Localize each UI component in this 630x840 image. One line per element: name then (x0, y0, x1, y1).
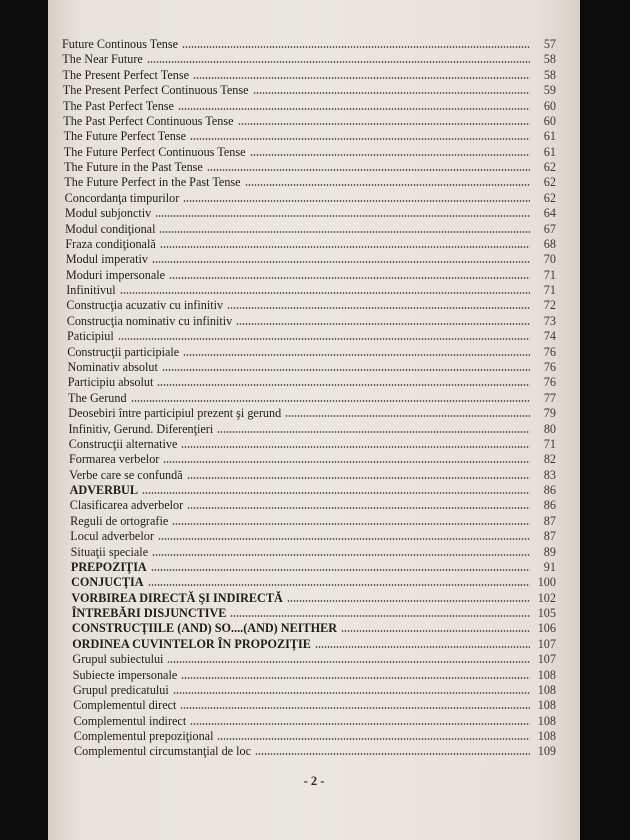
toc-entry (64, 144, 556, 159)
toc-entry-page: 82 (543, 452, 556, 467)
dot-leader (182, 46, 530, 48)
toc-entry-page: 58 (543, 67, 556, 82)
toc-entry-title: The Future Perfect in the Past Tense (64, 175, 241, 190)
toc-entry (70, 497, 556, 512)
toc-entry (71, 574, 556, 589)
dot-leader (158, 538, 530, 540)
toc-entry-page: 62 (543, 175, 556, 190)
dot-leader (163, 461, 530, 463)
toc-entry-page: 64 (543, 206, 556, 221)
toc-entry-title: The Near Future (62, 52, 143, 67)
toc-entry (71, 544, 556, 559)
toc-entry-title: The Past Perfect Continuous Tense (63, 113, 234, 128)
toc-entry-page: 108 (537, 682, 556, 697)
toc-entry-title: Construcţii alternative (68, 436, 178, 451)
dot-leader (187, 507, 530, 509)
toc-entry-title: Situaţii speciale (70, 544, 149, 559)
toc-entry-title: Deosebiri între participiul prezent şi gerund (68, 406, 282, 421)
toc-entry-title: Complementul circumstanţial de loc (74, 744, 252, 759)
toc-entry (69, 436, 556, 451)
toc-entry-title: The Present Perfect Tense (62, 67, 190, 82)
toc-entry (65, 221, 556, 236)
toc-entry-page: 80 (543, 421, 556, 436)
toc-entry-page: 109 (537, 744, 556, 759)
dot-leader (230, 615, 530, 617)
toc-entry-page: 67 (543, 221, 556, 236)
toc-entry-page: 62 (543, 190, 556, 205)
dot-leader (341, 630, 530, 632)
toc-entry (74, 743, 556, 758)
toc-entry (65, 205, 556, 220)
dot-leader (142, 492, 530, 494)
toc-entry-title: Construcţia acuzativ cu infinitiv (66, 298, 224, 313)
toc-entry (63, 82, 556, 97)
dot-leader (250, 154, 530, 156)
toc-entry-title: ÎNTREBĂRI DISJUNCTIVE (71, 606, 227, 621)
toc-entry-page: 106 (537, 621, 556, 636)
toc-entry-page: 57 (543, 37, 556, 51)
toc-entry-page: 76 (543, 344, 556, 359)
dot-leader (169, 277, 530, 279)
toc-entry-page: 60 (543, 98, 556, 113)
toc-entry-title: ORDINEA CUVINTELOR ÎN PROPOZIŢIE (72, 636, 311, 651)
toc-entry-page: 100 (537, 575, 556, 590)
toc-entry (68, 374, 556, 389)
toc-entry-title: CONJUCŢIA (71, 575, 144, 590)
toc-entry-page: 86 (543, 498, 556, 513)
toc-entry (64, 159, 556, 174)
toc-entry-page: 74 (543, 329, 556, 344)
toc-entry-title: Participiu absolut (67, 375, 154, 390)
toc-entry-title: Complementul prepoziţional (73, 729, 214, 744)
toc-entry-title: Infinitivul (66, 283, 116, 298)
toc-entry-page: 89 (543, 544, 556, 559)
toc-entry (66, 251, 556, 266)
dot-leader (180, 707, 530, 709)
toc-entry (70, 528, 556, 543)
toc-entry-page: 70 (543, 252, 556, 267)
dot-leader (159, 231, 530, 233)
dot-leader (217, 738, 530, 740)
toc-entry-page: 71 (543, 283, 556, 298)
toc-entry (62, 36, 556, 51)
dot-leader (152, 261, 530, 263)
toc-entry (74, 728, 556, 743)
toc-entry-title: PREPOZIŢIA (70, 559, 147, 574)
dot-leader (148, 584, 530, 586)
toc-entry-page: 107 (537, 652, 556, 667)
dot-leader (160, 246, 530, 248)
toc-entry-page: 62 (543, 160, 556, 175)
toc-entry-title: Fraza condiţională (65, 236, 156, 251)
toc-entry-page: 61 (543, 129, 556, 144)
toc-entry-title: Nominativ absolut (67, 359, 158, 374)
toc-entry-title: The Past Perfect Tense (63, 98, 174, 113)
toc-entry-page: 105 (537, 606, 556, 621)
toc-entry-title: Moduri impersonale (65, 267, 166, 282)
toc-entry (72, 651, 556, 666)
dot-leader (178, 108, 530, 110)
toc-entry-title: Complementul indirect (73, 713, 187, 728)
toc-entry (72, 605, 556, 620)
toc-entry-title: Reguli de ortografie (70, 513, 169, 528)
toc-entry-title: The Future in the Past Tense (64, 160, 203, 175)
toc-entry-title: Modul subjonctiv (64, 206, 152, 221)
book-page (48, 0, 580, 840)
toc-entry (62, 51, 556, 66)
toc-entry-page: 102 (537, 590, 556, 605)
toc-entry (65, 236, 556, 251)
toc-entry-page: 83 (543, 467, 556, 482)
toc-entry (69, 467, 556, 482)
toc-entry-title: Infinitiv, Gerund. Diferenţieri (68, 421, 214, 436)
dot-leader (285, 415, 530, 417)
page-number: - 2 - (303, 774, 325, 788)
toc-entry-title: Construcţii participiale (67, 344, 180, 359)
dot-leader (167, 661, 530, 663)
dot-leader (287, 600, 530, 602)
dot-leader (253, 92, 530, 94)
dot-leader (183, 354, 530, 356)
toc-entry-page: 71 (543, 267, 556, 282)
toc-entry-page: 71 (543, 436, 556, 451)
dot-leader (152, 554, 530, 556)
toc-entry (69, 421, 557, 436)
dot-leader (173, 692, 530, 694)
toc-entry-title: Formarea verbelor (69, 452, 160, 467)
dot-leader (238, 123, 530, 125)
toc-entry-page: 107 (537, 636, 556, 651)
toc-entry-page: 77 (543, 390, 556, 405)
toc-entry-page: 60 (543, 113, 556, 128)
dot-leader (217, 431, 530, 433)
toc-entry-page: 108 (537, 729, 556, 744)
toc-entry (68, 390, 556, 405)
toc-entry-title: Subiecte impersonale (72, 667, 178, 682)
toc-entry-title: Modul condiţional (65, 221, 156, 236)
toc-entry-page: 108 (537, 698, 556, 713)
dot-leader (245, 184, 530, 186)
toc-entry (63, 67, 557, 82)
toc-entry (65, 190, 556, 205)
toc-entry-page: 72 (543, 298, 556, 313)
toc-entry-title: The Future Perfect Tense (63, 129, 187, 144)
toc-entry (71, 590, 556, 605)
toc-entry (64, 174, 556, 189)
toc-entry-page: 76 (543, 359, 556, 374)
toc-entry (67, 328, 556, 343)
dot-leader (162, 369, 530, 371)
toc-entry (66, 267, 556, 282)
toc-entry (69, 451, 556, 466)
dot-leader (155, 215, 530, 217)
toc-entry-title: Construcţia nominativ cu infinitiv (66, 313, 233, 328)
toc-entry-title: Locul adverbelor (70, 529, 154, 544)
toc-entry-title: VORBIREA DIRECTĂ ŞI INDIRECTĂ (71, 590, 283, 605)
toc-entry-page: 108 (537, 667, 556, 682)
toc-entry (66, 297, 556, 312)
toc-entry-page: 79 (543, 406, 556, 421)
dot-leader (193, 77, 530, 79)
toc-entry-page: 87 (543, 529, 556, 544)
toc-entry-page: 68 (543, 236, 556, 251)
toc-entry-page: 59 (543, 83, 556, 98)
toc-entry (63, 98, 556, 113)
dot-leader (207, 169, 530, 171)
toc-entry (71, 559, 556, 574)
toc-entry-page: 58 (543, 52, 556, 67)
dot-leader (181, 446, 530, 448)
toc-entry-title: CONSTRUCŢIILE (AND) SO....(AND) NEITHER (71, 621, 337, 636)
toc-entry (73, 682, 556, 697)
dot-leader (147, 61, 530, 63)
dot-leader (172, 523, 530, 525)
dot-leader (157, 384, 530, 386)
dot-leader (227, 307, 530, 309)
toc-entry (72, 636, 556, 651)
toc-entry-title: ADVERBUL (69, 483, 138, 498)
toc-entry-page: 61 (543, 144, 556, 159)
dot-leader (131, 400, 530, 402)
toc-entry-title: Verbe care se confundă (69, 467, 183, 482)
toc-entry-title: Complementul direct (73, 698, 177, 713)
toc-entry (67, 344, 556, 359)
toc-entry (74, 713, 557, 728)
toc-entry-page: 87 (543, 513, 556, 528)
toc-entry (67, 313, 556, 328)
toc-entry-title: The Future Perfect Continuous Tense (63, 144, 246, 159)
dot-leader (118, 338, 530, 340)
toc-entry (70, 482, 556, 497)
toc-entry (73, 667, 556, 682)
toc-entry (72, 620, 556, 635)
toc-entry (68, 405, 556, 420)
toc-entry-page: 76 (543, 375, 556, 390)
dot-leader (190, 723, 530, 725)
dot-leader (120, 292, 530, 294)
toc-entry (64, 128, 556, 143)
toc-entry-page: 91 (543, 559, 556, 574)
dot-leader (151, 569, 530, 571)
toc-entry-title: Modul imperativ (65, 252, 148, 267)
toc-entry-page: 108 (537, 713, 556, 728)
toc-entry (70, 513, 556, 528)
toc-entry-title: The Gerund (68, 390, 127, 405)
dot-leader (187, 477, 530, 479)
toc-entry-title: Concordanţa timpurilor (64, 190, 180, 205)
dot-leader (190, 138, 530, 140)
toc-entry (66, 282, 556, 297)
toc-entry-page: 86 (543, 483, 556, 498)
toc-entry-title: The Present Perfect Continuous Tense (62, 83, 249, 98)
toc-entry-title: Clasificarea adverbelor (69, 498, 184, 513)
toc-entry-page: 73 (543, 313, 556, 328)
toc-entry-title: Grupul predicatului (73, 682, 169, 697)
dot-leader (183, 200, 530, 202)
dot-leader (315, 646, 530, 648)
toc-entry (63, 113, 556, 128)
dot-leader (181, 677, 530, 679)
toc-entry-title: Future Continous Tense (62, 37, 179, 51)
toc-entry (73, 697, 556, 712)
toc-entry-title: Grupul subiectului (72, 652, 164, 667)
dot-leader (255, 753, 530, 755)
dot-leader (236, 323, 530, 325)
toc-entry-title: Paticipiul (67, 329, 114, 344)
toc-entry (68, 359, 557, 374)
